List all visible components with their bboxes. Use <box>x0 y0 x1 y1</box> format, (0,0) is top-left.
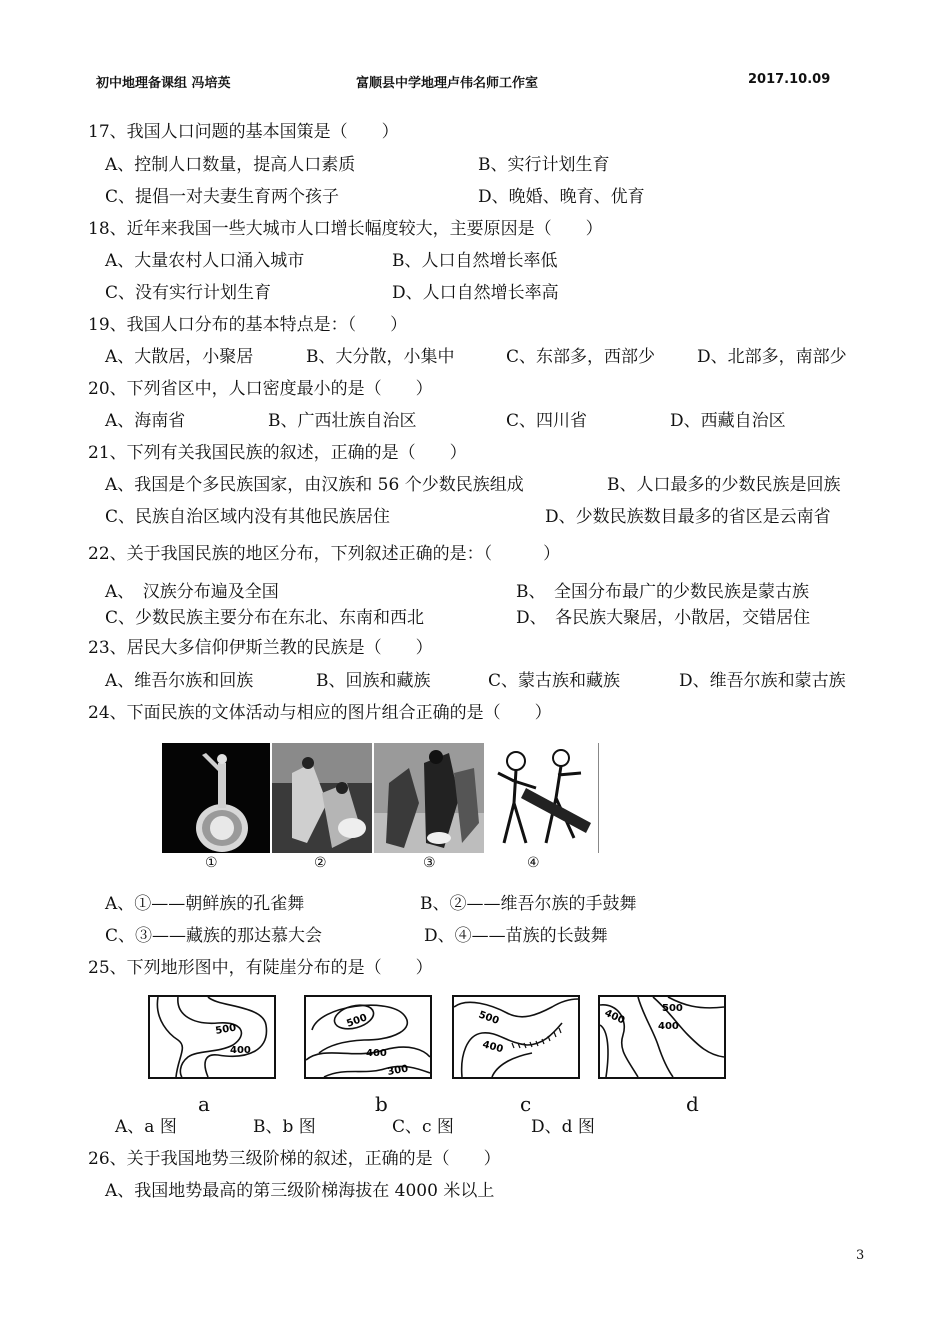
question-18-option-c: C、没有实行计划生育 <box>105 283 272 303</box>
contour-label: 500 <box>476 1009 501 1027</box>
photo-label-1: ① <box>205 855 218 871</box>
contour-label: 400 <box>481 1039 505 1056</box>
question-20-stem: 20、下列省区中，人口密度最小的是（ ） <box>88 379 433 399</box>
question-24-option-d: D、④——苗族的长鼓舞 <box>424 926 608 946</box>
question-18-option-b: B、人口自然增长率低 <box>392 251 558 271</box>
question-24-option-b: B、②——维吾尔族的手鼓舞 <box>420 894 637 914</box>
question-17-stem: 17、我国人口问题的基本国策是（ ） <box>88 122 399 142</box>
question-22-stem: 22、关于我国民族的地区分布，下列叙述正确的是：（ ） <box>88 544 561 564</box>
question-22-option-a: A、 汉族分布遍及全国 <box>105 582 279 602</box>
question-17-option-a: A、控制人口数量，提高人口素质 <box>105 155 356 175</box>
map-label-b: b <box>375 1092 388 1116</box>
question-17-option-c: C、提倡一对夫妻生育两个孩子 <box>105 187 340 207</box>
question-17-option-b: B、实行计划生育 <box>478 155 610 175</box>
question-24-stem: 24、下面民族的文体活动与相应的图片组合正确的是（ ） <box>88 703 552 723</box>
map-label-c: c <box>520 1092 532 1116</box>
header-date: 2017.10.09 <box>748 72 831 87</box>
question-18-option-d: D、人口自然增长率高 <box>392 283 559 303</box>
question-22-option-d: D、 各民族大聚居，小散居，交错居住 <box>516 608 811 628</box>
contour-label: 400 <box>658 1021 679 1032</box>
question-25-option-c: C、c 图 <box>392 1117 454 1137</box>
question-23-option-c: C、蒙古族和藏族 <box>488 671 621 691</box>
question-19-option-c: C、东部多，西部少 <box>506 347 656 367</box>
question-23-option-d: D、维吾尔族和蒙古族 <box>679 671 846 691</box>
contour-map-c <box>452 995 580 1079</box>
photo-festival <box>374 743 484 853</box>
photo-label-4: ④ <box>527 855 540 871</box>
question-19-option-d: D、北部多，南部少 <box>697 347 847 367</box>
question-25-stem: 25、下列地形图中，有陡崖分布的是（ ） <box>88 958 433 978</box>
question-23-option-a: A、维吾尔族和回族 <box>105 671 254 691</box>
map-label-a: a <box>198 1092 210 1116</box>
question-20-option-b: B、广西壮族自治区 <box>268 411 417 431</box>
question-25-option-d: D、d 图 <box>531 1117 595 1137</box>
question-17-option-d: D、晚婚、晚育、优育 <box>478 187 645 207</box>
contour-map-a <box>148 995 276 1079</box>
contour-label: 300 <box>386 1063 410 1078</box>
question-21-option-c: C、民族自治区域内没有其他民族居住 <box>105 507 391 527</box>
photo-label-2: ② <box>314 855 327 871</box>
contour-label: 500 <box>345 1012 369 1030</box>
contour-label: 400 <box>602 1007 627 1027</box>
contour-label: 500 <box>214 1022 238 1037</box>
photo-long-drum-sketch <box>486 743 599 853</box>
photo-label-3: ③ <box>423 855 436 871</box>
question-23-stem: 23、居民大多信仰伊斯兰教的民族是（ ） <box>88 638 433 658</box>
map-label-d: d <box>686 1092 699 1116</box>
contour-map-b <box>304 995 432 1079</box>
contour-label: 500 <box>662 1003 683 1014</box>
photo-drum-dance <box>272 743 372 853</box>
header-center: 富顺县中学地理卢伟名师工作室 <box>356 76 539 91</box>
contour-map-d <box>598 995 726 1079</box>
question-26-stem: 26、关于我国地势三级阶梯的叙述，正确的是（ ） <box>88 1149 501 1169</box>
question-21-option-b: B、人口最多的少数民族是回族 <box>607 475 841 495</box>
question-19-stem: 19、我国人口分布的基本特点是：（ ） <box>88 315 408 335</box>
question-20-option-a: A、海南省 <box>105 411 186 431</box>
dance-photo-strip <box>162 743 598 853</box>
question-24-option-c: C、③——藏族的那达慕大会 <box>105 926 323 946</box>
question-25-option-b: B、b 图 <box>253 1117 316 1137</box>
question-24-option-a: A、①——朝鲜族的孔雀舞 <box>105 894 305 914</box>
question-25-option-a: A、a 图 <box>115 1117 177 1137</box>
question-19-option-b: B、大分散，小集中 <box>306 347 455 367</box>
question-21-option-a: A、我国是个多民族国家，由汉族和 56 个少数民族组成 <box>105 475 524 495</box>
question-22-option-b: B、 全国分布最广的少数民族是蒙古族 <box>516 582 809 602</box>
photo-peacock-dance <box>162 743 270 853</box>
question-23-option-b: B、回族和藏族 <box>316 671 431 691</box>
question-22-option-c: C、少数民族主要分布在东北、东南和西北 <box>105 608 425 628</box>
question-18-option-a: A、大量农村人口涌入城市 <box>105 251 305 271</box>
question-21-stem: 21、下列有关我国民族的叙述，正确的是（ ） <box>88 443 467 463</box>
question-18-stem: 18、近年来我国一些大城市人口增长幅度较大，主要原因是（ ） <box>88 219 603 239</box>
contour-label: 400 <box>230 1045 251 1056</box>
question-19-option-a: A、大散居，小聚居 <box>105 347 254 367</box>
question-20-option-c: C、四川省 <box>506 411 588 431</box>
question-20-option-d: D、西藏自治区 <box>670 411 786 431</box>
header-left: 初中地理备课组 冯培英 <box>96 76 231 91</box>
contour-label: 400 <box>366 1048 387 1059</box>
page-number: 3 <box>856 1248 865 1263</box>
question-21-option-d: D、少数民族数目最多的省区是云南省 <box>545 507 831 527</box>
question-26-option-a: A、我国地势最高的第三级阶梯海拔在 4000 米以上 <box>105 1181 495 1201</box>
